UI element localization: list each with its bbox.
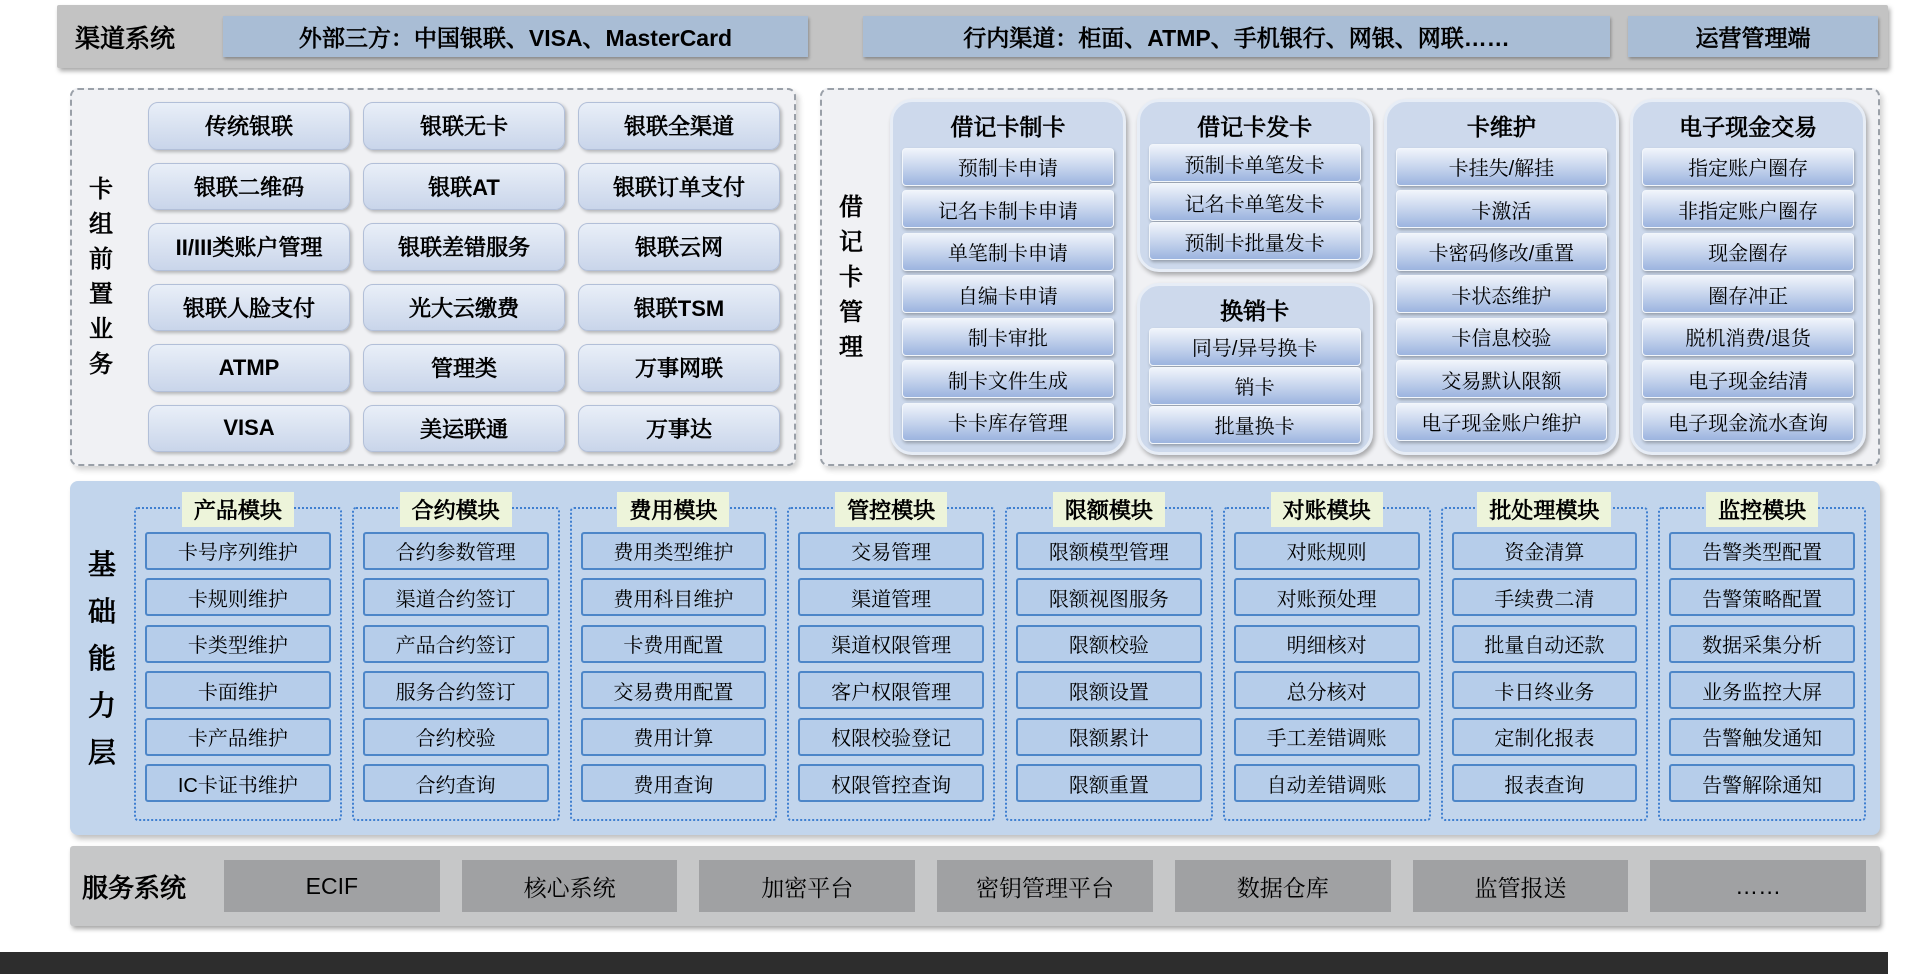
module-item: 卡日终业务 bbox=[1452, 671, 1638, 709]
module-item: IC卡证书维护 bbox=[145, 764, 331, 802]
module-item: 手续费二清 bbox=[1452, 578, 1638, 616]
module-item: 自动差错调账 bbox=[1234, 764, 1420, 802]
debit-card-group-items bbox=[1149, 327, 1361, 446]
card-front-item: 银联人脸支付 bbox=[148, 284, 350, 332]
footer-strip bbox=[0, 952, 1888, 974]
card-front-item: VISA bbox=[148, 405, 350, 453]
base-layer-module bbox=[1005, 498, 1213, 821]
module-item: 权限管控查询 bbox=[798, 764, 984, 802]
module-item: 费用科目维护 bbox=[581, 578, 767, 616]
base-layer-module bbox=[1658, 498, 1866, 821]
card-front-item: 美运联通 bbox=[363, 405, 565, 453]
debit-card-item: 卡密码修改/重置 bbox=[1396, 233, 1608, 271]
service-system-box: 数据仓库 bbox=[1175, 860, 1391, 912]
ops-management-box: 运营管理端 bbox=[1628, 16, 1878, 57]
module-item: 交易管理 bbox=[798, 532, 984, 570]
module-item: 资金清算 bbox=[1452, 532, 1638, 570]
service-system-box: 加密平台 bbox=[699, 860, 915, 912]
module-item: 对账预处理 bbox=[1234, 578, 1420, 616]
module-item: 渠道合约签订 bbox=[363, 578, 549, 616]
debit-card-item: 卡信息校验 bbox=[1396, 318, 1608, 356]
debit-card-item: 批量换卡 bbox=[1149, 406, 1361, 444]
internal-channels-box: 行内渠道：柜面、ATMP、手机银行、网银、网联…… bbox=[863, 16, 1610, 57]
debit-card-item: 电子现金结清 bbox=[1642, 360, 1854, 398]
module-item: 明细核对 bbox=[1234, 625, 1420, 663]
module-title: 批处理模块 bbox=[1477, 492, 1611, 527]
module-item: 限额校验 bbox=[1016, 625, 1202, 663]
external-third-party-box: 外部三方：中国银联、VISA、MasterCard bbox=[223, 16, 808, 57]
card-front-item: II/III类账户管理 bbox=[148, 223, 350, 271]
module-title: 限额模块 bbox=[1053, 492, 1165, 527]
card-front-item: 银联全渠道 bbox=[578, 102, 780, 150]
card-front-label: 卡组前置业务 bbox=[89, 176, 113, 378]
module-items bbox=[1452, 523, 1638, 811]
module-item: 批量自动还款 bbox=[1452, 625, 1638, 663]
debit-card-item: 现金圈存 bbox=[1642, 233, 1854, 271]
debit-card-item: 销卡 bbox=[1149, 367, 1361, 405]
debit-card-item: 卡激活 bbox=[1396, 190, 1608, 228]
debit-card-item: 单笔制卡申请 bbox=[902, 233, 1114, 271]
module-item: 限额视图服务 bbox=[1016, 578, 1202, 616]
module-title: 产品模块 bbox=[182, 492, 294, 527]
debit-card-label: 借记卡管理 bbox=[839, 193, 863, 361]
debit-card-item: 圈存冲正 bbox=[1642, 275, 1854, 313]
base-layer-module bbox=[1441, 498, 1649, 821]
debit-card-item: 交易默认限额 bbox=[1396, 360, 1608, 398]
module-title: 合约模块 bbox=[400, 492, 512, 527]
debit-card-item: 同号/异号换卡 bbox=[1149, 328, 1361, 366]
module-item: 报表查询 bbox=[1452, 764, 1638, 802]
card-front-item: 银联二维码 bbox=[148, 163, 350, 211]
service-system-items bbox=[224, 860, 1866, 912]
module-item: 对账规则 bbox=[1234, 532, 1420, 570]
debit-card-item: 卡挂失/解挂 bbox=[1396, 148, 1608, 186]
debit-card-item: 指定账户圈存 bbox=[1642, 148, 1854, 186]
card-front-item: 银联AT bbox=[363, 163, 565, 211]
debit-card-group-title: 电子现金交易 bbox=[1679, 114, 1818, 140]
debit-card-item: 卡状态维护 bbox=[1396, 275, 1608, 313]
module-item: 告警策略配置 bbox=[1669, 578, 1855, 616]
base-layer-modules bbox=[118, 481, 1880, 835]
channel-system-bar bbox=[57, 5, 1888, 68]
module-items bbox=[581, 523, 767, 811]
module-items bbox=[798, 523, 984, 811]
service-system-box: …… bbox=[1650, 860, 1866, 912]
base-layer-label: 基础能力层 bbox=[87, 548, 116, 768]
module-item: 交易费用配置 bbox=[581, 671, 767, 709]
service-system-box: 密钥管理平台 bbox=[937, 860, 1153, 912]
module-item: 限额重置 bbox=[1016, 764, 1202, 802]
debit-card-group-title: 借记卡发卡 bbox=[1197, 114, 1313, 140]
service-system-box: 核心系统 bbox=[462, 860, 678, 912]
module-item: 费用类型维护 bbox=[581, 532, 767, 570]
module-item: 手工差错调账 bbox=[1234, 718, 1420, 756]
module-item: 限额累计 bbox=[1016, 718, 1202, 756]
card-front-item: ATMP bbox=[148, 344, 350, 392]
card-front-item: 光大云缴费 bbox=[363, 284, 565, 332]
debit-card-item: 预制卡批量发卡 bbox=[1149, 222, 1361, 260]
card-front-item: 管理类 bbox=[363, 344, 565, 392]
debit-card-item: 预制卡单笔发卡 bbox=[1149, 144, 1361, 182]
debit-card-item: 电子现金流水查询 bbox=[1642, 403, 1854, 441]
service-system-bar bbox=[70, 846, 1880, 926]
module-title: 费用模块 bbox=[617, 492, 729, 527]
module-item: 告警触发通知 bbox=[1669, 718, 1855, 756]
card-front-grid bbox=[114, 90, 794, 464]
card-front-item: 银联云网 bbox=[578, 223, 780, 271]
debit-card-group bbox=[1137, 283, 1373, 456]
module-item: 合约校验 bbox=[363, 718, 549, 756]
module-item: 权限校验登记 bbox=[798, 718, 984, 756]
module-items bbox=[1016, 523, 1202, 811]
module-item: 限额设置 bbox=[1016, 671, 1202, 709]
module-item: 产品合约签订 bbox=[363, 625, 549, 663]
module-items bbox=[1669, 523, 1855, 811]
card-front-item: 银联无卡 bbox=[363, 102, 565, 150]
debit-card-group bbox=[890, 99, 1126, 455]
module-item: 卡面维护 bbox=[145, 671, 331, 709]
module-item: 卡产品维护 bbox=[145, 718, 331, 756]
module-item: 告警类型配置 bbox=[1669, 532, 1855, 570]
service-system-box: 监管报送 bbox=[1413, 860, 1629, 912]
debit-card-group-items bbox=[902, 143, 1114, 445]
card-front-item: 银联TSM bbox=[578, 284, 780, 332]
debit-card-panel bbox=[820, 88, 1880, 466]
module-item: 定制化报表 bbox=[1452, 718, 1638, 756]
module-title: 对账模块 bbox=[1271, 492, 1383, 527]
base-layer-module bbox=[352, 498, 560, 821]
module-item: 卡费用配置 bbox=[581, 625, 767, 663]
module-item: 数据采集分析 bbox=[1669, 625, 1855, 663]
debit-card-item: 预制卡申请 bbox=[902, 148, 1114, 186]
debit-card-group-title: 换销卡 bbox=[1220, 297, 1290, 324]
card-front-item: 万事网联 bbox=[578, 344, 780, 392]
module-item: 费用查询 bbox=[581, 764, 767, 802]
module-item: 业务监控大屏 bbox=[1669, 671, 1855, 709]
card-front-item: 万事达 bbox=[578, 405, 780, 453]
base-layer-panel bbox=[70, 481, 1880, 835]
debit-card-group-items bbox=[1149, 143, 1361, 262]
debit-card-group bbox=[1384, 99, 1620, 455]
debit-card-item: 记名卡单笔发卡 bbox=[1149, 183, 1361, 221]
debit-card-item: 记名卡制卡申请 bbox=[902, 190, 1114, 228]
module-items bbox=[363, 523, 549, 811]
module-item: 合约查询 bbox=[363, 764, 549, 802]
debit-card-item: 电子现金账户维护 bbox=[1396, 403, 1608, 441]
base-layer-module bbox=[570, 498, 778, 821]
debit-card-item: 制卡文件生成 bbox=[902, 360, 1114, 398]
debit-card-column bbox=[1137, 99, 1373, 455]
debit-card-item: 脱机消费/退货 bbox=[1642, 318, 1854, 356]
debit-card-group-title: 借记卡制卡 bbox=[950, 114, 1066, 140]
module-item: 卡类型维护 bbox=[145, 625, 331, 663]
debit-card-column bbox=[890, 99, 1126, 455]
module-item: 限额模型管理 bbox=[1016, 532, 1202, 570]
module-items bbox=[145, 523, 331, 811]
service-system-box: ECIF bbox=[224, 860, 440, 912]
module-item: 费用计算 bbox=[581, 718, 767, 756]
card-front-panel bbox=[70, 88, 796, 466]
debit-card-columns bbox=[864, 90, 1878, 464]
debit-card-item: 自编卡申请 bbox=[902, 275, 1114, 313]
debit-card-column bbox=[1630, 99, 1866, 455]
channel-system-label: 渠道系统 bbox=[75, 24, 176, 53]
module-item: 客户权限管理 bbox=[798, 671, 984, 709]
module-item: 卡号序列维护 bbox=[145, 532, 331, 570]
debit-card-group bbox=[1630, 99, 1866, 455]
base-layer-module bbox=[787, 498, 995, 821]
module-title: 管控模块 bbox=[835, 492, 947, 527]
module-item: 服务合约签订 bbox=[363, 671, 549, 709]
service-system-label: 服务系统 bbox=[82, 872, 187, 903]
debit-card-group-items bbox=[1642, 143, 1854, 445]
card-front-item: 银联订单支付 bbox=[578, 163, 780, 211]
card-front-item: 传统银联 bbox=[148, 102, 350, 150]
module-item: 卡规则维护 bbox=[145, 578, 331, 616]
module-item: 总分核对 bbox=[1234, 671, 1420, 709]
debit-card-item: 非指定账户圈存 bbox=[1642, 190, 1854, 228]
debit-card-group-items bbox=[1396, 143, 1608, 445]
base-layer-module bbox=[134, 498, 342, 821]
module-item: 渠道权限管理 bbox=[798, 625, 984, 663]
module-item: 渠道管理 bbox=[798, 578, 984, 616]
module-item: 合约参数管理 bbox=[363, 532, 549, 570]
module-title: 监控模块 bbox=[1706, 492, 1818, 527]
module-item: 告警解除通知 bbox=[1669, 764, 1855, 802]
card-front-item: 银联差错服务 bbox=[363, 223, 565, 271]
debit-card-group bbox=[1137, 99, 1373, 272]
base-layer-module bbox=[1223, 498, 1431, 821]
debit-card-item: 卡卡库存管理 bbox=[902, 403, 1114, 441]
debit-card-column bbox=[1384, 99, 1620, 455]
module-items bbox=[1234, 523, 1420, 811]
debit-card-item: 制卡审批 bbox=[902, 318, 1114, 356]
debit-card-group-title: 卡维护 bbox=[1466, 114, 1536, 140]
